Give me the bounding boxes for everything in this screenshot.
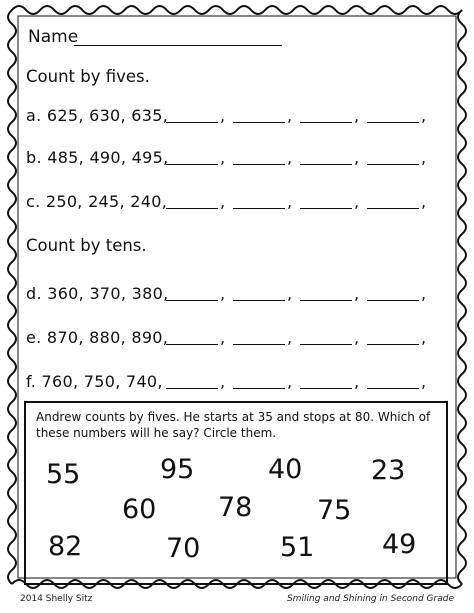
- answer-blank[interactable]: [166, 164, 218, 165]
- comma: ,: [354, 284, 360, 303]
- sequence-prefix: a. 625, 630, 635,: [26, 106, 169, 125]
- answer-blank[interactable]: [233, 300, 285, 301]
- answer-blank[interactable]: [367, 122, 419, 123]
- sequence-row-e: [26, 328, 456, 350]
- sequence-prefix: f. 760, 750, 740,: [26, 372, 163, 391]
- sequence-prefix: c. 250, 245, 240,: [26, 192, 168, 211]
- sequence-row-d: [26, 284, 456, 306]
- answer-blank[interactable]: [300, 388, 352, 389]
- comma: ,: [354, 106, 360, 125]
- comma: ,: [421, 106, 427, 125]
- sequence-row-f: [26, 372, 456, 394]
- comma: ,: [220, 372, 226, 391]
- comma: ,: [220, 148, 226, 167]
- answer-blank[interactable]: [166, 344, 218, 345]
- comma: ,: [220, 192, 226, 211]
- answer-blank[interactable]: [300, 344, 352, 345]
- comma: ,: [354, 372, 360, 391]
- answer-blank[interactable]: [300, 208, 352, 209]
- answer-blank[interactable]: [166, 208, 218, 209]
- answer-blank[interactable]: [367, 164, 419, 165]
- number-choice[interactable]: 40: [268, 454, 303, 485]
- answer-blank[interactable]: [367, 344, 419, 345]
- answer-blank[interactable]: [300, 122, 352, 123]
- answer-blank[interactable]: [300, 300, 352, 301]
- comma: ,: [421, 192, 427, 211]
- comma: ,: [421, 284, 427, 303]
- number-choice[interactable]: 78: [218, 492, 253, 523]
- comma: ,: [220, 328, 226, 347]
- comma: ,: [287, 148, 293, 167]
- border-edge-top: [12, 6, 462, 14]
- sequence-row-c: [26, 192, 456, 214]
- answer-blank[interactable]: [166, 122, 218, 123]
- number-choice[interactable]: 75: [317, 495, 352, 526]
- border-edge-right: [458, 10, 466, 584]
- number-choice[interactable]: 70: [166, 533, 201, 564]
- number-choice[interactable]: 23: [371, 455, 406, 486]
- footer-credit: Smiling and Shining in Second Grade: [287, 594, 454, 604]
- comma: ,: [220, 284, 226, 303]
- name-field-line[interactable]: [74, 45, 282, 46]
- sequence-prefix: b. 485, 490, 495,: [26, 148, 169, 167]
- comma: ,: [421, 328, 427, 347]
- comma: ,: [354, 328, 360, 347]
- number-choice[interactable]: 95: [160, 454, 195, 485]
- comma: ,: [287, 372, 293, 391]
- comma: ,: [287, 328, 293, 347]
- number-choice[interactable]: 82: [48, 531, 83, 562]
- heading-count-by-tens: Count by tens.: [26, 236, 147, 255]
- name-label: Name: [28, 27, 79, 47]
- answer-blank[interactable]: [233, 344, 285, 345]
- word-problem-line-1: Andrew counts by fives. He starts at 35 and stops at 80. Which of: [36, 410, 431, 424]
- answer-blank[interactable]: [233, 164, 285, 165]
- comma: ,: [354, 192, 360, 211]
- comma: ,: [354, 148, 360, 167]
- answer-blank[interactable]: [300, 164, 352, 165]
- comma: ,: [421, 372, 427, 391]
- heading-count-by-fives: Count by fives.: [26, 67, 150, 86]
- answer-blank[interactable]: [367, 388, 419, 389]
- sequence-row-b: [26, 148, 456, 170]
- word-problem-line-2: these numbers will he say? Circle them.: [36, 426, 277, 440]
- number-choice[interactable]: 49: [382, 529, 417, 560]
- number-choice[interactable]: 55: [46, 459, 81, 490]
- answer-blank[interactable]: [233, 388, 285, 389]
- sequence-prefix: d. 360, 370, 380,: [26, 284, 169, 303]
- comma: ,: [421, 148, 427, 167]
- number-choice[interactable]: 60: [122, 494, 157, 525]
- footer-copyright: 2014 Shelly Sitz: [20, 594, 93, 604]
- comma: ,: [287, 192, 293, 211]
- number-choice[interactable]: 51: [280, 532, 315, 563]
- sequence-row-a: [26, 106, 456, 128]
- comma: ,: [287, 284, 293, 303]
- border-edge-left: [8, 10, 16, 584]
- word-problem-box: [24, 401, 448, 585]
- answer-blank[interactable]: [166, 388, 218, 389]
- comma: ,: [287, 106, 293, 125]
- comma: ,: [220, 106, 226, 125]
- answer-blank[interactable]: [233, 122, 285, 123]
- answer-blank[interactable]: [367, 300, 419, 301]
- answer-blank[interactable]: [166, 300, 218, 301]
- answer-blank[interactable]: [367, 208, 419, 209]
- answer-blank[interactable]: [233, 208, 285, 209]
- sequence-prefix: e. 870, 880, 890,: [26, 328, 169, 347]
